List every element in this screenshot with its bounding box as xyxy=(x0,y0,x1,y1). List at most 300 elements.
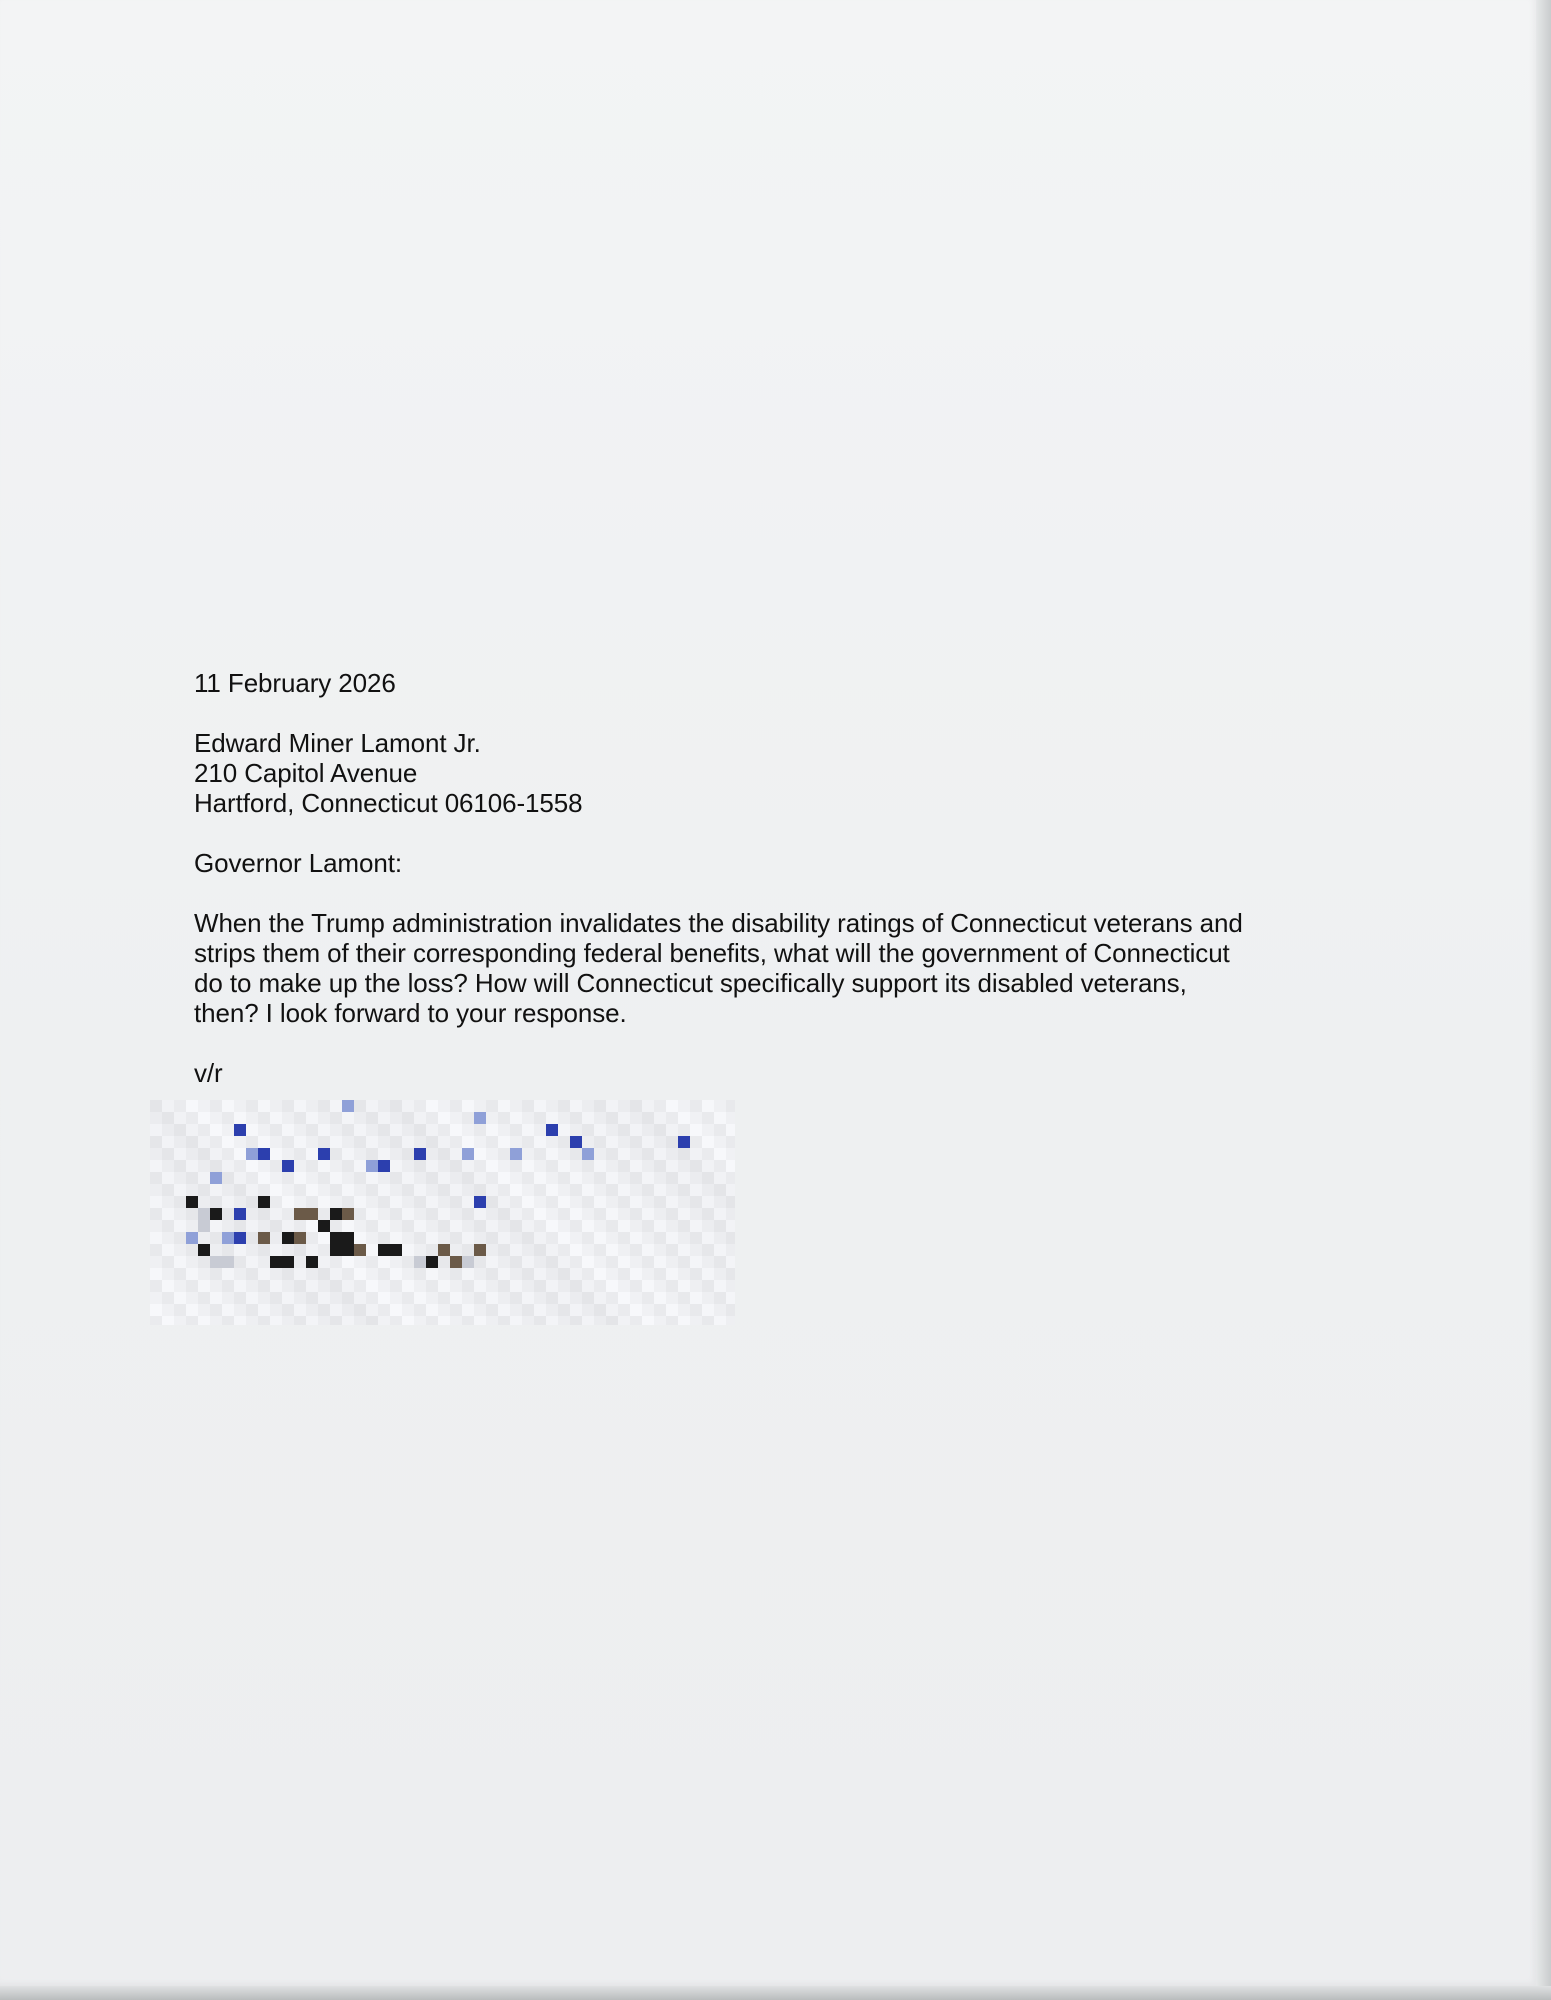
signature-pixel-bg xyxy=(498,1256,510,1268)
signature-pixel-bg xyxy=(678,1172,690,1184)
signature-pixel-bg xyxy=(402,1112,414,1124)
signature-pixel-bg xyxy=(486,1112,498,1124)
signature-pixel-bg xyxy=(366,1148,378,1160)
signature-pixel-bg xyxy=(150,1220,162,1232)
signature-pixel-bg xyxy=(354,1172,366,1184)
signature-pixel-bg xyxy=(402,1292,414,1304)
signature-pixel-bg xyxy=(666,1280,678,1292)
signature-pixel-bg xyxy=(258,1316,270,1325)
signature-pixel-bg xyxy=(558,1244,570,1256)
signature-pixel xyxy=(282,1256,294,1268)
signature-pixel-bg xyxy=(702,1160,714,1172)
signature-pixel-bg xyxy=(222,1304,234,1316)
signature-pixel-bg xyxy=(162,1268,174,1280)
signature-pixel-bg xyxy=(606,1196,618,1208)
signature-pixel-bg xyxy=(378,1124,390,1136)
signature-pixel-bg xyxy=(438,1160,450,1172)
signature-pixel-bg xyxy=(666,1100,678,1112)
signature-pixel-bg xyxy=(330,1292,342,1304)
signature-pixel-bg xyxy=(378,1148,390,1160)
signature-pixel-bg xyxy=(222,1172,234,1184)
signature-pixel-bg xyxy=(510,1208,522,1220)
signature-pixel-bg xyxy=(534,1316,546,1325)
signature-pixel-bg xyxy=(210,1220,222,1232)
signature-pixel-bg xyxy=(150,1292,162,1304)
signature-pixel-bg xyxy=(498,1172,510,1184)
signature-pixel-bg xyxy=(342,1280,354,1292)
signature-pixel xyxy=(270,1256,282,1268)
signature-pixel xyxy=(330,1232,342,1244)
signature-pixel xyxy=(678,1136,690,1148)
signature-pixel-bg xyxy=(714,1196,726,1208)
signature-pixel-bg xyxy=(546,1100,558,1112)
signature-pixel-bg xyxy=(726,1316,735,1325)
signature-pixel-bg xyxy=(522,1280,534,1292)
signature-pixel-bg xyxy=(438,1112,450,1124)
signature-pixel-bg xyxy=(642,1184,654,1196)
signature-pixel-bg xyxy=(510,1292,522,1304)
signature-pixel-bg xyxy=(570,1148,582,1160)
signature-pixel-bg xyxy=(390,1292,402,1304)
signature-pixel xyxy=(474,1196,486,1208)
signature-pixel-bg xyxy=(210,1292,222,1304)
signature-pixel-bg xyxy=(714,1160,726,1172)
signature-pixel-bg xyxy=(666,1172,678,1184)
signature-pixel-bg xyxy=(498,1112,510,1124)
signature-pixel-bg xyxy=(234,1280,246,1292)
signature-pixel-bg xyxy=(558,1112,570,1124)
signature-pixel-bg xyxy=(558,1136,570,1148)
signature-pixel-bg xyxy=(210,1112,222,1124)
signature-pixel-bg xyxy=(642,1232,654,1244)
signature-pixel-bg xyxy=(438,1100,450,1112)
signature-pixel-bg xyxy=(714,1136,726,1148)
signature-pixel-bg xyxy=(630,1100,642,1112)
signature-pixel-bg xyxy=(354,1304,366,1316)
signature-pixel-bg xyxy=(522,1184,534,1196)
signature-pixel-bg xyxy=(630,1232,642,1244)
signature-pixel-bg xyxy=(642,1220,654,1232)
signature-pixel-bg xyxy=(174,1136,186,1148)
signature-pixel-bg xyxy=(702,1136,714,1148)
signature-pixel-bg xyxy=(582,1304,594,1316)
signature-pixel-bg xyxy=(378,1184,390,1196)
signature-pixel-bg xyxy=(714,1100,726,1112)
signature-pixel xyxy=(186,1196,198,1208)
signature-pixel-bg xyxy=(234,1112,246,1124)
signature-pixel-bg xyxy=(666,1196,678,1208)
signature-pixel-bg xyxy=(198,1184,210,1196)
signature-pixel-bg xyxy=(702,1124,714,1136)
signature-pixel-bg xyxy=(474,1184,486,1196)
signature-pixel-bg xyxy=(342,1136,354,1148)
signature-pixel-bg xyxy=(366,1256,378,1268)
signature-pixel-bg xyxy=(726,1112,735,1124)
signature-pixel-bg xyxy=(294,1112,306,1124)
signature-pixel xyxy=(210,1208,222,1220)
signature-pixel-bg xyxy=(198,1124,210,1136)
signature-pixel-bg xyxy=(522,1244,534,1256)
signature-pixel xyxy=(462,1256,474,1268)
signature-pixel-bg xyxy=(654,1220,666,1232)
signature-pixel-bg xyxy=(294,1184,306,1196)
signature-pixel-bg xyxy=(522,1160,534,1172)
signature-pixel-bg xyxy=(690,1316,702,1325)
signature-pixel-bg xyxy=(390,1232,402,1244)
signature-pixel-bg xyxy=(270,1148,282,1160)
signature-pixel-bg xyxy=(618,1148,630,1160)
signature-pixel-bg xyxy=(162,1148,174,1160)
signature-pixel-bg xyxy=(174,1184,186,1196)
signature-pixel-bg xyxy=(606,1232,618,1244)
signature-pixel-bg xyxy=(330,1136,342,1148)
signature-pixel-bg xyxy=(714,1244,726,1256)
signature-pixel-bg xyxy=(606,1256,618,1268)
signature-pixel-bg xyxy=(174,1232,186,1244)
signature-pixel-bg xyxy=(474,1148,486,1160)
signature-pixel-bg xyxy=(510,1100,522,1112)
signature-pixel-bg xyxy=(270,1220,282,1232)
signature-pixel-bg xyxy=(390,1136,402,1148)
signature-pixel-bg xyxy=(186,1292,198,1304)
signature-pixel-bg xyxy=(726,1268,735,1280)
signature-pixel-bg xyxy=(606,1160,618,1172)
signature-pixel-bg xyxy=(678,1304,690,1316)
signature-pixel-bg xyxy=(234,1160,246,1172)
signature-pixel-bg xyxy=(174,1280,186,1292)
signature-pixel-bg xyxy=(570,1244,582,1256)
paper-edge-right xyxy=(1536,0,1551,2000)
signature-pixel-bg xyxy=(390,1172,402,1184)
signature-pixel-bg xyxy=(498,1316,510,1325)
signature-pixel-bg xyxy=(726,1220,735,1232)
signature-pixel-bg xyxy=(366,1268,378,1280)
signature-pixel-bg xyxy=(594,1256,606,1268)
signature-pixel-bg xyxy=(594,1268,606,1280)
signature-pixel-bg xyxy=(150,1136,162,1148)
signature-pixel-bg xyxy=(678,1292,690,1304)
signature-pixel-bg xyxy=(546,1196,558,1208)
signature-pixel-bg xyxy=(402,1268,414,1280)
signature-pixel-bg xyxy=(270,1184,282,1196)
signature-pixel-bg xyxy=(378,1136,390,1148)
signature-pixel-bg xyxy=(246,1268,258,1280)
signature-pixel-bg xyxy=(222,1160,234,1172)
signature-pixel-bg xyxy=(690,1148,702,1160)
signature-pixel-bg xyxy=(498,1292,510,1304)
signature-pixel-bg xyxy=(654,1208,666,1220)
signature-pixel-bg xyxy=(450,1304,462,1316)
signature-pixel-bg xyxy=(618,1100,630,1112)
signature-pixel-bg xyxy=(354,1232,366,1244)
signature-pixel-bg xyxy=(570,1160,582,1172)
signature-pixel-bg xyxy=(258,1244,270,1256)
signature-pixel-bg xyxy=(186,1208,198,1220)
signature-pixel-bg xyxy=(210,1268,222,1280)
signature-pixel-bg xyxy=(330,1112,342,1124)
signature-pixel-bg xyxy=(270,1304,282,1316)
signature-pixel-bg xyxy=(414,1100,426,1112)
signature-pixel-bg xyxy=(426,1244,438,1256)
signature-pixel-bg xyxy=(162,1256,174,1268)
signature-pixel-bg xyxy=(522,1256,534,1268)
signature-pixel-bg xyxy=(618,1112,630,1124)
signature-pixel-bg xyxy=(594,1172,606,1184)
signature-pixel-bg xyxy=(306,1148,318,1160)
signature-pixel-bg xyxy=(450,1316,462,1325)
signature-pixel-bg xyxy=(618,1292,630,1304)
signature-pixel-bg xyxy=(462,1268,474,1280)
signature-pixel-bg xyxy=(546,1220,558,1232)
signature-pixel-bg xyxy=(594,1100,606,1112)
recipient-city: Hartford, Connecticut 06106-1558 xyxy=(194,788,583,818)
signature-pixel-bg xyxy=(402,1148,414,1160)
signature-pixel-bg xyxy=(630,1292,642,1304)
signature-pixel-bg xyxy=(582,1280,594,1292)
signature-pixel-bg xyxy=(534,1280,546,1292)
signature-pixel-bg xyxy=(462,1232,474,1244)
signature-pixel-bg xyxy=(162,1244,174,1256)
signature-pixel-bg xyxy=(570,1220,582,1232)
signature-pixel-bg xyxy=(594,1220,606,1232)
signature-pixel-bg xyxy=(426,1124,438,1136)
signature-pixel-bg xyxy=(414,1208,426,1220)
signature-pixel xyxy=(330,1244,342,1256)
signature-pixel-bg xyxy=(150,1256,162,1268)
signature-pixel-bg xyxy=(642,1172,654,1184)
signature-pixel-bg xyxy=(714,1268,726,1280)
signature-pixel-bg xyxy=(606,1304,618,1316)
signature-pixel-bg xyxy=(258,1292,270,1304)
signature-pixel-bg xyxy=(390,1220,402,1232)
signature-pixel-bg xyxy=(654,1316,666,1325)
signature-pixel-bg xyxy=(534,1304,546,1316)
signature-pixel-bg xyxy=(498,1208,510,1220)
signature-pixel-bg xyxy=(294,1148,306,1160)
signature-pixel-bg xyxy=(510,1172,522,1184)
signature-pixel-bg xyxy=(546,1316,558,1325)
signature-pixel xyxy=(234,1208,246,1220)
signature-pixel-bg xyxy=(270,1196,282,1208)
signature-pixel-bg xyxy=(702,1268,714,1280)
signature-pixel-bg xyxy=(450,1112,462,1124)
signature-pixel-bg xyxy=(702,1244,714,1256)
signature-pixel-bg xyxy=(342,1184,354,1196)
signature-pixel-bg xyxy=(522,1316,534,1325)
signature-pixel-bg xyxy=(690,1136,702,1148)
signature-pixel-bg xyxy=(498,1244,510,1256)
signature-pixel-bg xyxy=(318,1316,330,1325)
signature-pixel-bg xyxy=(582,1256,594,1268)
signature-pixel-bg xyxy=(174,1160,186,1172)
signature-pixel-bg xyxy=(306,1268,318,1280)
signature-pixel xyxy=(366,1160,378,1172)
signature-pixel-bg xyxy=(222,1148,234,1160)
signature-pixel-bg xyxy=(294,1304,306,1316)
signature-pixel-bg xyxy=(294,1268,306,1280)
signature-pixel-bg xyxy=(594,1136,606,1148)
signature-pixel-bg xyxy=(630,1316,642,1325)
signature-pixel-bg xyxy=(294,1196,306,1208)
signature-pixel-bg xyxy=(666,1244,678,1256)
signature-pixel-bg xyxy=(630,1220,642,1232)
signature-pixel-bg xyxy=(474,1100,486,1112)
signature-pixel-bg xyxy=(174,1172,186,1184)
signature-pixel-bg xyxy=(438,1124,450,1136)
signature-pixel-bg xyxy=(534,1196,546,1208)
signature-pixel-bg xyxy=(198,1232,210,1244)
signature-pixel-bg xyxy=(534,1232,546,1244)
signature-pixel-bg xyxy=(306,1244,318,1256)
signature-pixel-bg xyxy=(162,1112,174,1124)
signature-pixel-bg xyxy=(282,1316,294,1325)
signature-pixel-bg xyxy=(210,1232,222,1244)
signature-pixel-bg xyxy=(354,1256,366,1268)
signature-pixel-bg xyxy=(618,1304,630,1316)
signature-pixel-bg xyxy=(498,1268,510,1280)
signature-pixel-bg xyxy=(366,1232,378,1244)
signature-pixel-bg xyxy=(474,1136,486,1148)
signature-pixel-bg xyxy=(486,1172,498,1184)
signature-pixel-bg xyxy=(438,1172,450,1184)
signature-pixel-bg xyxy=(594,1160,606,1172)
signature-pixel-bg xyxy=(606,1208,618,1220)
signature-pixel-bg xyxy=(462,1100,474,1112)
signature-pixel-bg xyxy=(378,1232,390,1244)
signature-pixel xyxy=(390,1244,402,1256)
signature-pixel-bg xyxy=(186,1220,198,1232)
signature-pixel-bg xyxy=(354,1316,366,1325)
signature-pixel-bg xyxy=(594,1232,606,1244)
signature-pixel-bg xyxy=(642,1148,654,1160)
signature-pixel-bg xyxy=(534,1292,546,1304)
signature-pixel-bg xyxy=(678,1196,690,1208)
signature-pixel-bg xyxy=(282,1280,294,1292)
signature-pixel-bg xyxy=(546,1280,558,1292)
signature-pixel-bg xyxy=(582,1316,594,1325)
signature-pixel-bg xyxy=(222,1136,234,1148)
signature-pixel-bg xyxy=(690,1268,702,1280)
signature-pixel-bg xyxy=(630,1112,642,1124)
signature-pixel-bg xyxy=(726,1244,735,1256)
signature-pixel-bg xyxy=(438,1316,450,1325)
signature-pixel-bg xyxy=(246,1304,258,1316)
signature-pixel-bg xyxy=(426,1184,438,1196)
signature-pixel-bg xyxy=(666,1184,678,1196)
signature-pixel-bg xyxy=(498,1136,510,1148)
signature-pixel-bg xyxy=(594,1112,606,1124)
signature-pixel-bg xyxy=(438,1208,450,1220)
signature-pixel-bg xyxy=(486,1220,498,1232)
signature-pixel-bg xyxy=(690,1220,702,1232)
signature-pixel xyxy=(414,1148,426,1160)
signature-pixel-bg xyxy=(318,1136,330,1148)
signature-pixel-bg xyxy=(246,1160,258,1172)
signature-pixel-bg xyxy=(414,1316,426,1325)
signature-pixel-bg xyxy=(270,1112,282,1124)
signature-pixel-bg xyxy=(486,1148,498,1160)
signature-pixel-bg xyxy=(450,1184,462,1196)
signature-pixel-bg xyxy=(270,1100,282,1112)
signature-pixel-bg xyxy=(210,1244,222,1256)
signature-pixel xyxy=(342,1100,354,1112)
signature-pixel-bg xyxy=(402,1208,414,1220)
signature-pixel-bg xyxy=(354,1196,366,1208)
signature-pixel-bg xyxy=(450,1148,462,1160)
signature-pixel-bg xyxy=(690,1184,702,1196)
signature-pixel-bg xyxy=(162,1220,174,1232)
signature-pixel-bg xyxy=(546,1160,558,1172)
signature-pixel-bg xyxy=(642,1208,654,1220)
signature-pixel-bg xyxy=(702,1280,714,1292)
recipient-address xyxy=(194,728,1374,818)
signature-pixel-bg xyxy=(282,1100,294,1112)
signature-pixel-bg xyxy=(186,1172,198,1184)
signature-pixel-bg xyxy=(474,1172,486,1184)
signature-pixel-bg xyxy=(222,1268,234,1280)
signature-pixel-bg xyxy=(558,1160,570,1172)
signature-pixel-bg xyxy=(510,1196,522,1208)
signature-pixel-bg xyxy=(666,1220,678,1232)
signature-pixel-bg xyxy=(678,1256,690,1268)
signature-pixel-bg xyxy=(402,1136,414,1148)
signature-pixel-bg xyxy=(210,1304,222,1316)
signature-pixel-bg xyxy=(198,1280,210,1292)
signature-pixel-bg xyxy=(150,1316,162,1325)
signature-pixel-bg xyxy=(510,1184,522,1196)
signature-pixel-bg xyxy=(654,1268,666,1280)
signature-pixel-bg xyxy=(390,1160,402,1172)
signature-pixel-bg xyxy=(474,1256,486,1268)
signature-pixel-bg xyxy=(450,1172,462,1184)
signature-pixel-bg xyxy=(726,1100,735,1112)
signature-pixel-bg xyxy=(594,1292,606,1304)
signature-pixel-bg xyxy=(294,1292,306,1304)
signature-pixel-bg xyxy=(594,1184,606,1196)
signature-pixel-bg xyxy=(354,1124,366,1136)
signature-pixel-bg xyxy=(474,1280,486,1292)
signature-pixel-bg xyxy=(222,1244,234,1256)
signature-pixel-bg xyxy=(414,1292,426,1304)
signature-pixel-bg xyxy=(414,1244,426,1256)
signature-pixel-bg xyxy=(186,1148,198,1160)
signature-pixel-bg xyxy=(462,1292,474,1304)
signature-pixel-bg xyxy=(546,1112,558,1124)
signature-pixel xyxy=(582,1148,594,1160)
signature-pixel-bg xyxy=(342,1172,354,1184)
signature-pixel-bg xyxy=(618,1136,630,1148)
signature-pixel-bg xyxy=(726,1304,735,1316)
signature-pixel-bg xyxy=(426,1160,438,1172)
signature-pixel-bg xyxy=(582,1220,594,1232)
signature-pixel-bg xyxy=(366,1316,378,1325)
signature-pixel-bg xyxy=(606,1100,618,1112)
signature-pixel-bg xyxy=(186,1280,198,1292)
signature-pixel-bg xyxy=(618,1220,630,1232)
signature-pixel-bg xyxy=(306,1292,318,1304)
signature-pixel-bg xyxy=(390,1124,402,1136)
signature-pixel-bg xyxy=(330,1304,342,1316)
signature-pixel-bg xyxy=(654,1292,666,1304)
signature-pixel-bg xyxy=(462,1172,474,1184)
signature-pixel-bg xyxy=(390,1196,402,1208)
signature-pixel-bg xyxy=(702,1292,714,1304)
signature-pixel-bg xyxy=(678,1316,690,1325)
signature-pixel-bg xyxy=(438,1268,450,1280)
signature-pixel-bg xyxy=(246,1136,258,1148)
signature-pixel-bg xyxy=(642,1280,654,1292)
signature-pixel-bg xyxy=(342,1124,354,1136)
